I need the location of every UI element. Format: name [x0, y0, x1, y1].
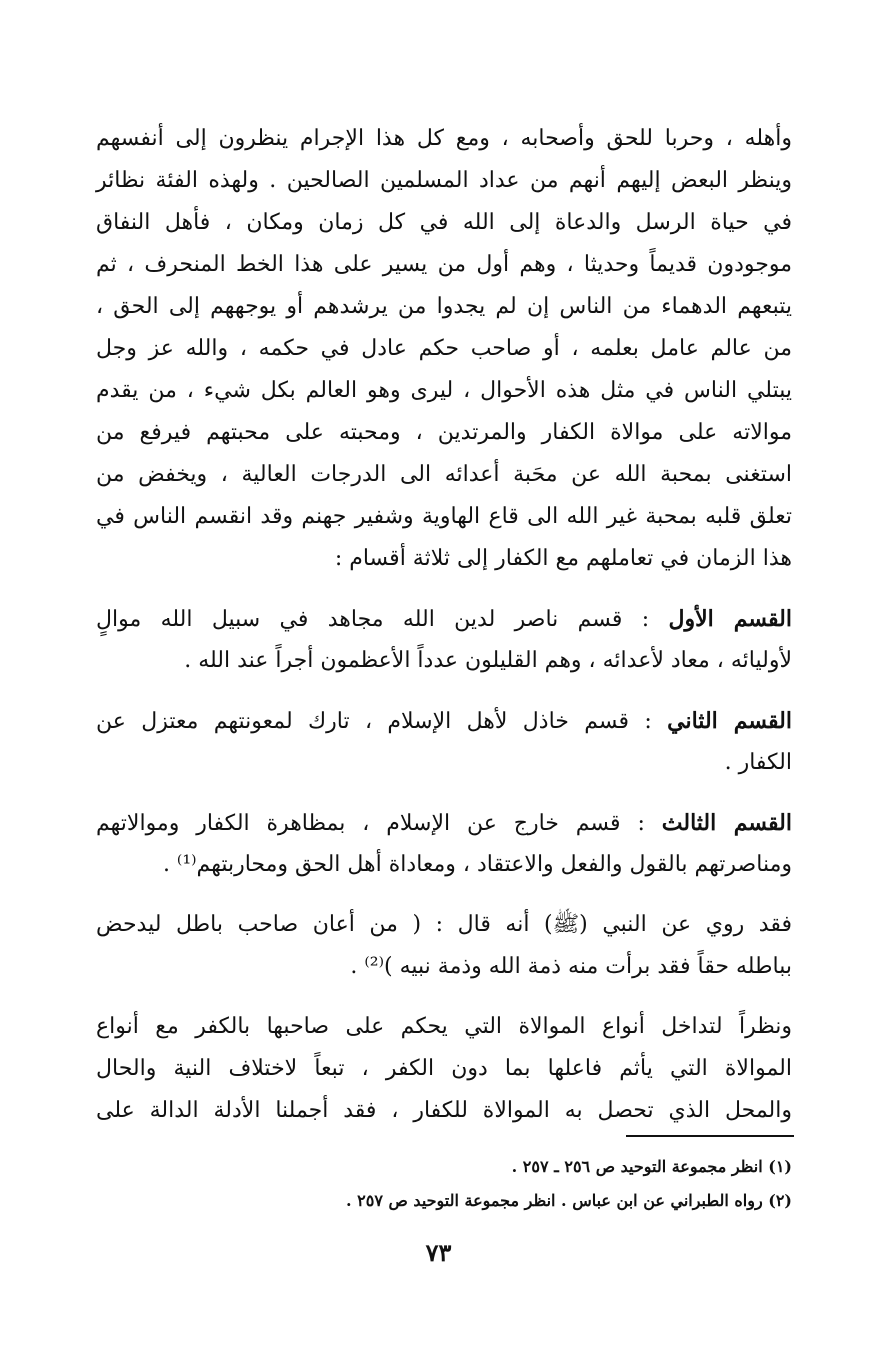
page-body	[96, 118, 792, 1132]
text-line: تعلق قلبه بمحبة غير الله الى قاع الهاوية وشفير جهنم وقد انقسم الناس في	[96, 504, 792, 529]
text-line: وينظر البعض إليهم أنهم من عداد المسلمين الصالحين . ولهذه الفئة نظائر	[96, 168, 792, 193]
text-line: من عالم عامل بعلمه ، أو صاحب حكم عادل في حكمه ، والله عز وجل	[96, 336, 792, 361]
paragraph-section-1	[96, 598, 792, 682]
text-line: يبتلي الناس في مثل هذه الأحوال ، ليرى وهو العالم بكل شيء ، من يقدم	[96, 378, 792, 403]
paragraph-closing	[96, 1006, 792, 1132]
text-line: الموالاة التي يأثم فاعلها بما دون الكفر ، تبعاً لاختلاف النية والحال	[96, 1056, 792, 1081]
text-line: يتبعهم الدهماء من الناس إن لم يجدوا من يرشدهم أو يوجههم إلى الحق ،	[96, 294, 792, 319]
text-line: هذا الزمان في تعاملهم مع الكفار إلى ثلاثة أقسام :	[334, 546, 792, 571]
section-label: القسم الأول	[668, 606, 792, 632]
text-line: ونظراً لتداخل أنواع الموالاة التي يحكم على صاحبها بالكفر مع أنواع	[96, 1014, 792, 1039]
paragraph-hadith	[96, 904, 792, 988]
text-line: موجودون قديماً وحديثا ، وهم أول من يسير على هذا الخط المنحرف ، ثم	[96, 252, 792, 277]
paragraph-gap	[96, 580, 792, 598]
page-number: ٧٣	[425, 1238, 452, 1267]
section-text: : قسم خارج عن الإسلام ، بمظاهرة الكفار وموالاتهم	[96, 811, 662, 836]
section-label: القسم الثاني	[667, 708, 792, 734]
text-line	[96, 598, 792, 640]
paragraph-gap	[96, 988, 792, 1006]
paragraph-gap	[96, 784, 792, 802]
section-text: : قسم ناصر لدين الله مجاهد في سبيل الله موالٍ	[96, 607, 669, 632]
section-label: القسم الثالث	[661, 810, 792, 836]
text-line: موالاته على موالاة الكفار والمرتدين ، ومحبته على محبتهم فيرفع من	[96, 420, 792, 445]
text-line: في حياة الرسل والدعاة إلى الله في كل زمان ومكان ، فأهل النفاق	[96, 210, 792, 235]
section-text: : قسم خاذل لأهل الإسلام ، تارك لمعونتهم معتزل عن	[96, 709, 668, 734]
text-line	[96, 700, 792, 742]
text-line: فقد روي عن النبي (ﷺ) أنه قال : ( من أعان صاحب باطل ليدحض	[96, 912, 792, 937]
text-line: والمحل الذي تحصل به الموالاة للكفار ، فقد أجملنا الأدلة الدالة على	[96, 1098, 792, 1123]
text-line: استغنى بمحبة الله عن محَبة أعدائه الى الدرجات العالية ، ويخفض من	[96, 462, 792, 487]
paragraph-intro	[96, 118, 792, 580]
footnote-1: (١) انظر مجموعة التوحيد ص ٢٥٦ ـ ٢٥٧ .	[511, 1157, 792, 1176]
text-line: ومناصرتهم بالقول والفعل والاعتقاد ، ومعاداة أهل الحق ومحاربتهم⁽¹⁾ .	[162, 852, 792, 877]
paragraph-gap	[96, 886, 792, 904]
footnotes	[96, 1150, 792, 1218]
text-line: وأهله ، وحربا للحق وأصحابه ، ومع كل هذا الإجرام ينظرون إلى أنفسهم	[96, 126, 792, 151]
text-line: لأوليائه ، معاد لأعدائه ، وهم القليلون عدداً الأعظمون أجراً عند الله .	[184, 648, 792, 673]
text-line: بباطله حقاً فقد برأت منه ذمة الله وذمة نبيه )⁽²⁾ .	[350, 954, 792, 979]
footnote-divider	[626, 1135, 794, 1137]
paragraph-gap	[96, 682, 792, 700]
footnote-2: (٢) رواه الطبراني عن ابن عباس . انظر مجموعة التوحيد ص ٢٥٧ .	[346, 1191, 792, 1210]
paragraph-section-2	[96, 700, 792, 784]
text-line: الكفار .	[724, 750, 792, 775]
text-line	[96, 802, 792, 844]
paragraph-section-3	[96, 802, 792, 886]
